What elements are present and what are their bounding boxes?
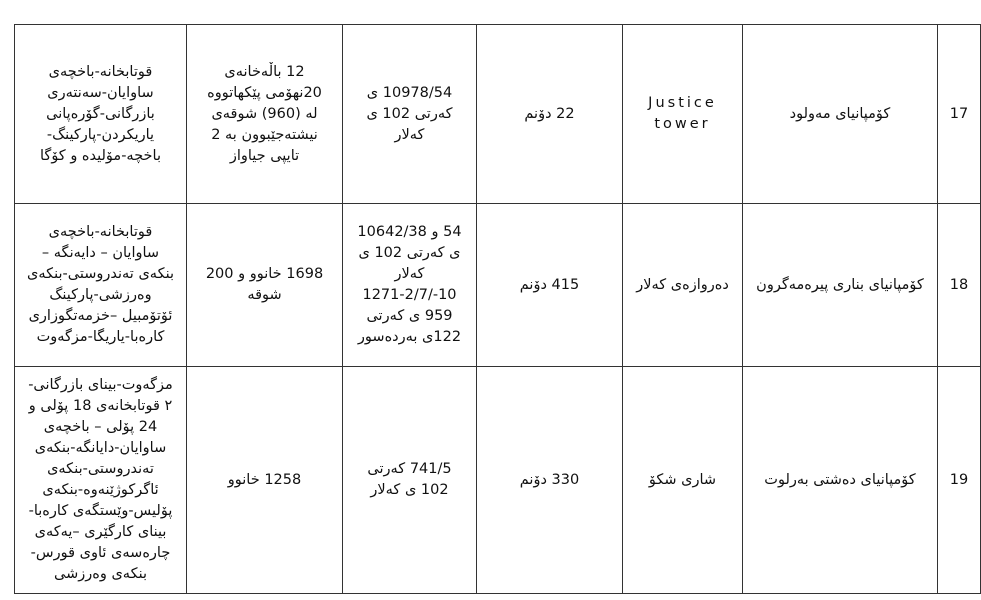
location-cell	[623, 204, 743, 367]
area-cell	[477, 25, 623, 204]
services-cell	[15, 204, 187, 367]
row-number: 18	[949, 276, 969, 293]
row-number: 17	[949, 105, 969, 122]
parcel-number: 741/5 کەرتی 102 ی کەلار	[367, 461, 452, 498]
row-number-cell	[938, 25, 981, 204]
services-list: قوتابخانە-باخچەی ساوایان-سەنتەری بازرگانی-گۆرەپانی یاریکردن-پارکینگ- باخچە-مۆلیدە و کۆگا	[40, 63, 161, 164]
units-cell	[187, 204, 343, 367]
parcel-cell	[343, 204, 477, 367]
area-cell	[477, 204, 623, 367]
parcel-number: 10978/54 ی کەرتی 102 ی کەلار	[366, 84, 453, 143]
project-location: شاری شکۆ	[648, 471, 717, 488]
parcel-cell	[343, 25, 477, 204]
project-location: Justice tower	[648, 95, 717, 132]
services-list: قوتابخانە-باخچەی ساوایان – دایەنگە – بنکەی تەندروستی-بنکەی وەرزشی-پارکینگ ئۆتۆمبیل –خزمەتگوزاری کارەبا-یاریگا-مزگەوت	[27, 224, 174, 345]
services-cell	[15, 25, 187, 204]
row-number: 19	[949, 471, 969, 488]
services-cell	[15, 367, 187, 594]
project-area: 22 دۆنم	[524, 105, 575, 122]
company-cell	[743, 367, 938, 594]
location-cell	[623, 367, 743, 594]
housing-units: 1698 خانوو و 200 شوقە	[205, 266, 324, 303]
row-number-cell	[938, 204, 981, 367]
parcel-cell	[343, 367, 477, 594]
company-name: کۆمپانیای مەولود	[789, 105, 891, 122]
housing-units: 12 باڵەخانەی 20نهۆمی پێکهاتووە لە (960) شوقەی نیشتەجێبوون بە 2 تایپی جیاواز	[207, 63, 322, 164]
table-row	[15, 367, 981, 594]
units-cell	[187, 25, 343, 204]
company-name: کۆمپانیای بناری پیرەمەگرون	[756, 276, 924, 293]
row-number-cell	[938, 367, 981, 594]
company-name: کۆمپانیای دەشتی بەرلوت	[764, 471, 916, 488]
project-location: دەروازەی کەلار	[636, 276, 729, 293]
area-cell	[477, 367, 623, 594]
parcel-number: 54 و 10642/38 ی کەرتی 102 ی کەلار 10-/1271-2/7 959 ی کەرتی 122ی بەردەسور	[357, 224, 462, 345]
services-list: مزگەوت-بینای بازرگانی- ۲ قوتابخانەی 18 پۆلی و 24 پۆلی – باخچەی ساوایان-دایانگە-بنکەی تەندروستی-بنکەی ئاگرکوژێنەوە-بنکەی پۆلیس-وێستگەی کارەبا- بینای کارگێری –یەکەی چارەسەی ئاوی قورس- بنکەی وەرزشی	[28, 377, 173, 582]
project-area: 330 دۆنم	[519, 471, 580, 488]
project-area: 415 دۆنم	[519, 276, 580, 293]
table-row	[15, 25, 981, 204]
projects-table	[14, 24, 981, 594]
housing-units: 1258 خانوو	[227, 471, 302, 488]
company-cell	[743, 25, 938, 204]
company-cell	[743, 204, 938, 367]
location-cell	[623, 25, 743, 204]
units-cell	[187, 367, 343, 594]
table-row	[15, 204, 981, 367]
